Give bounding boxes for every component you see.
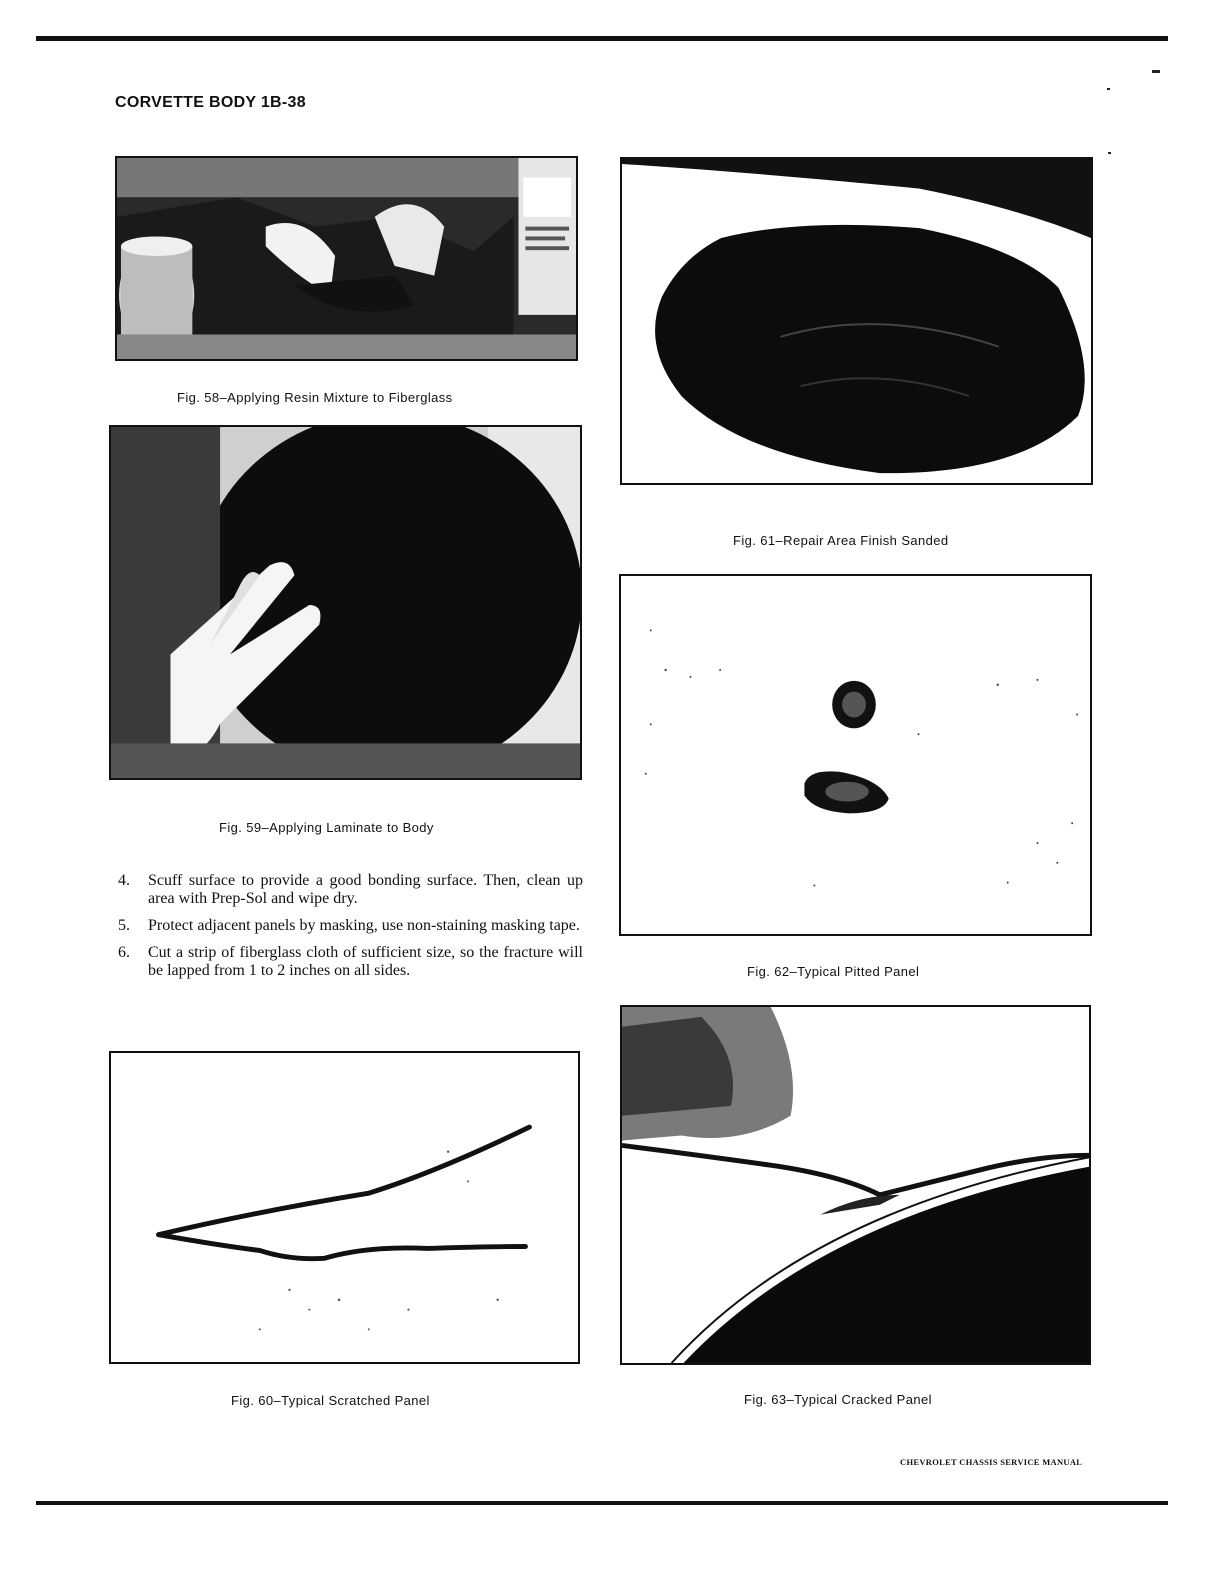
scan-speck xyxy=(1108,152,1111,154)
figure-62-photo xyxy=(619,574,1092,936)
figure-59-photo xyxy=(109,425,582,780)
figure-58-caption: Fig. 58–Applying Resin Mixture to Fiberglass xyxy=(177,390,453,405)
figure-63-photo xyxy=(620,1005,1091,1365)
page-footer: CHEVROLET CHASSIS SERVICE MANUAL xyxy=(900,1457,1083,1467)
figure-61-photo xyxy=(620,157,1093,485)
step-5: 5. Protect adjacent panels by masking, use non-staining masking tape. xyxy=(118,917,580,934)
figure-61-caption: Fig. 61–Repair Area Finish Sanded xyxy=(733,533,949,548)
top-rule xyxy=(36,36,1168,41)
procedure-steps xyxy=(118,872,583,989)
step-6: 6. Cut a strip of fiberglass cloth of sufficient size, so the fracture will be lapped from 1 to 2 inches on all sides. xyxy=(118,944,583,979)
figure-60-photo xyxy=(109,1051,580,1364)
scan-speck xyxy=(1152,70,1160,73)
figure-60-caption: Fig. 60–Typical Scratched Panel xyxy=(231,1393,430,1408)
page-header: CORVETTE BODY 1B-38 xyxy=(115,94,306,111)
scan-speck xyxy=(1107,88,1110,90)
step-4: 4. Scuff surface to provide a good bonding surface. Then, clean up area with Prep-Sol and wipe dry. xyxy=(118,872,583,907)
bottom-rule xyxy=(36,1501,1168,1505)
figure-59-caption: Fig. 59–Applying Laminate to Body xyxy=(219,820,434,835)
figure-63-caption: Fig. 63–Typical Cracked Panel xyxy=(744,1392,932,1407)
figure-58-photo xyxy=(115,156,578,361)
figure-62-caption: Fig. 62–Typical Pitted Panel xyxy=(747,964,920,979)
